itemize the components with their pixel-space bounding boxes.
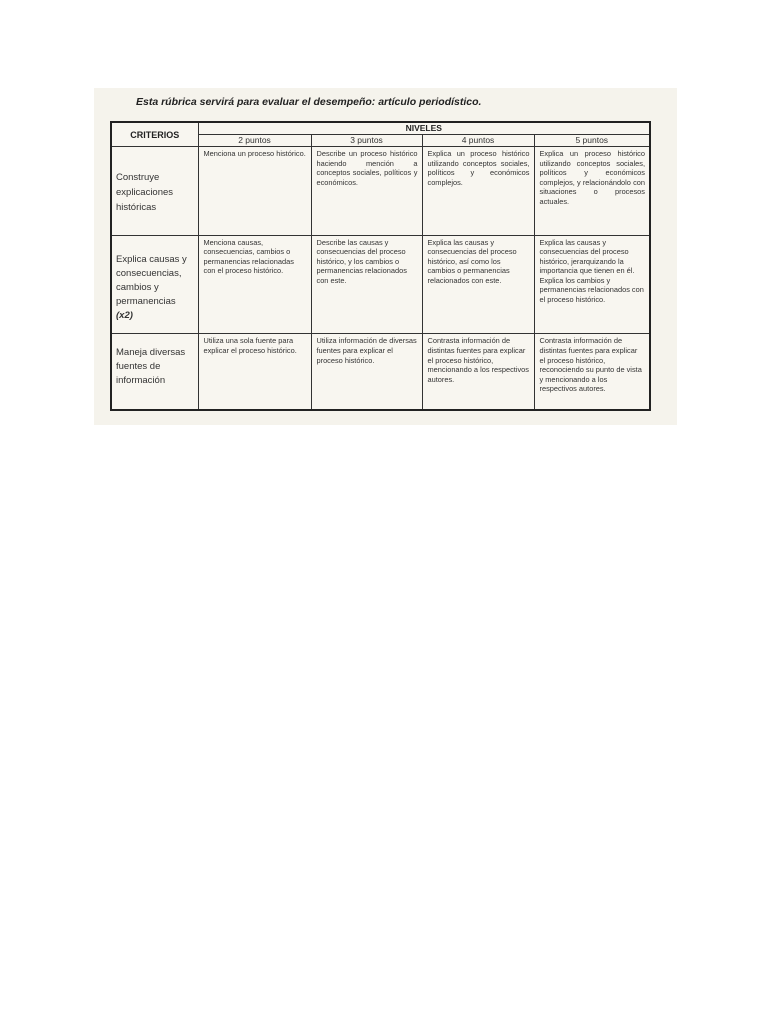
level-header-4: 4 puntos [422, 135, 534, 147]
rubric-cell: Describe las causas y consecuencias del proceso histórico, y los cambios o permanencias relacionados con este. [311, 235, 422, 334]
rubric-cell: Contrasta información de distintas fuentes para explicar el proceso histórico, mencionando a los respectivos autores. [422, 334, 534, 410]
criterion-cell [111, 334, 198, 410]
rubric-cell: Menciona causas, consecuencias, cambios o permanencias relacionadas con el proceso histórico. [198, 235, 311, 334]
rubric-cell: Utiliza una sola fuente para explicar el proceso histórico. [198, 334, 311, 410]
levels-header: NIVELES [198, 122, 650, 135]
criterion-multiplier: (x2) [116, 309, 133, 321]
table-row [111, 147, 650, 236]
rubric-cell: Explica las causas y consecuencias del proceso histórico, así como los cambios o permanencias relacionados con este. [422, 235, 534, 334]
criterion-label: Explica causas y consecuencias, cambios y permanencias [116, 253, 187, 307]
table-row [111, 235, 650, 334]
rubric-cell: Explica un proceso histórico utilizando conceptos sociales, políticos y económicos complejos. [422, 147, 534, 236]
rubric-cell: Describe un proceso histórico haciendo mención a conceptos sociales, políticos y económicos. [311, 147, 422, 236]
rubric-cell: Contrasta información de distintas fuentes para explicar el proceso histórico, reconociendo su punto de vista y mencionando a los respectivos autores. [534, 334, 650, 410]
criterion-label: Construye explicaciones históricas [116, 172, 174, 213]
rubric-cell: Menciona un proceso histórico. [198, 147, 311, 236]
level-header-2: 2 puntos [198, 135, 311, 147]
criteria-header: CRITERIOS [111, 122, 198, 147]
rubric-cell: Utiliza información de diversas fuentes para explicar el proceso histórico. [311, 334, 422, 410]
criterion-cell [111, 235, 198, 334]
rubric-title: Esta rúbrica servirá para evaluar el desempeño: artículo periodístico. [136, 96, 482, 108]
criterion-label: Maneja diversas fuentes de información [116, 347, 186, 387]
rubric-table [110, 121, 651, 411]
rubric-cell: Explica las causas y consecuencias del proceso histórico, jerarquizando la importancia que tienen en él. Explica los cambios y permanencias relacionados con el proceso histórico. [534, 235, 650, 334]
rubric-card [94, 88, 677, 425]
table-row [111, 334, 650, 410]
criterion-cell [111, 147, 198, 236]
level-header-3: 3 puntos [311, 135, 422, 147]
level-header-5: 5 puntos [534, 135, 650, 147]
rubric-cell: Explica un proceso histórico utilizando conceptos sociales, políticos y económicos complejos, y relacionándolo con situaciones o procesos actuales. [534, 147, 650, 236]
